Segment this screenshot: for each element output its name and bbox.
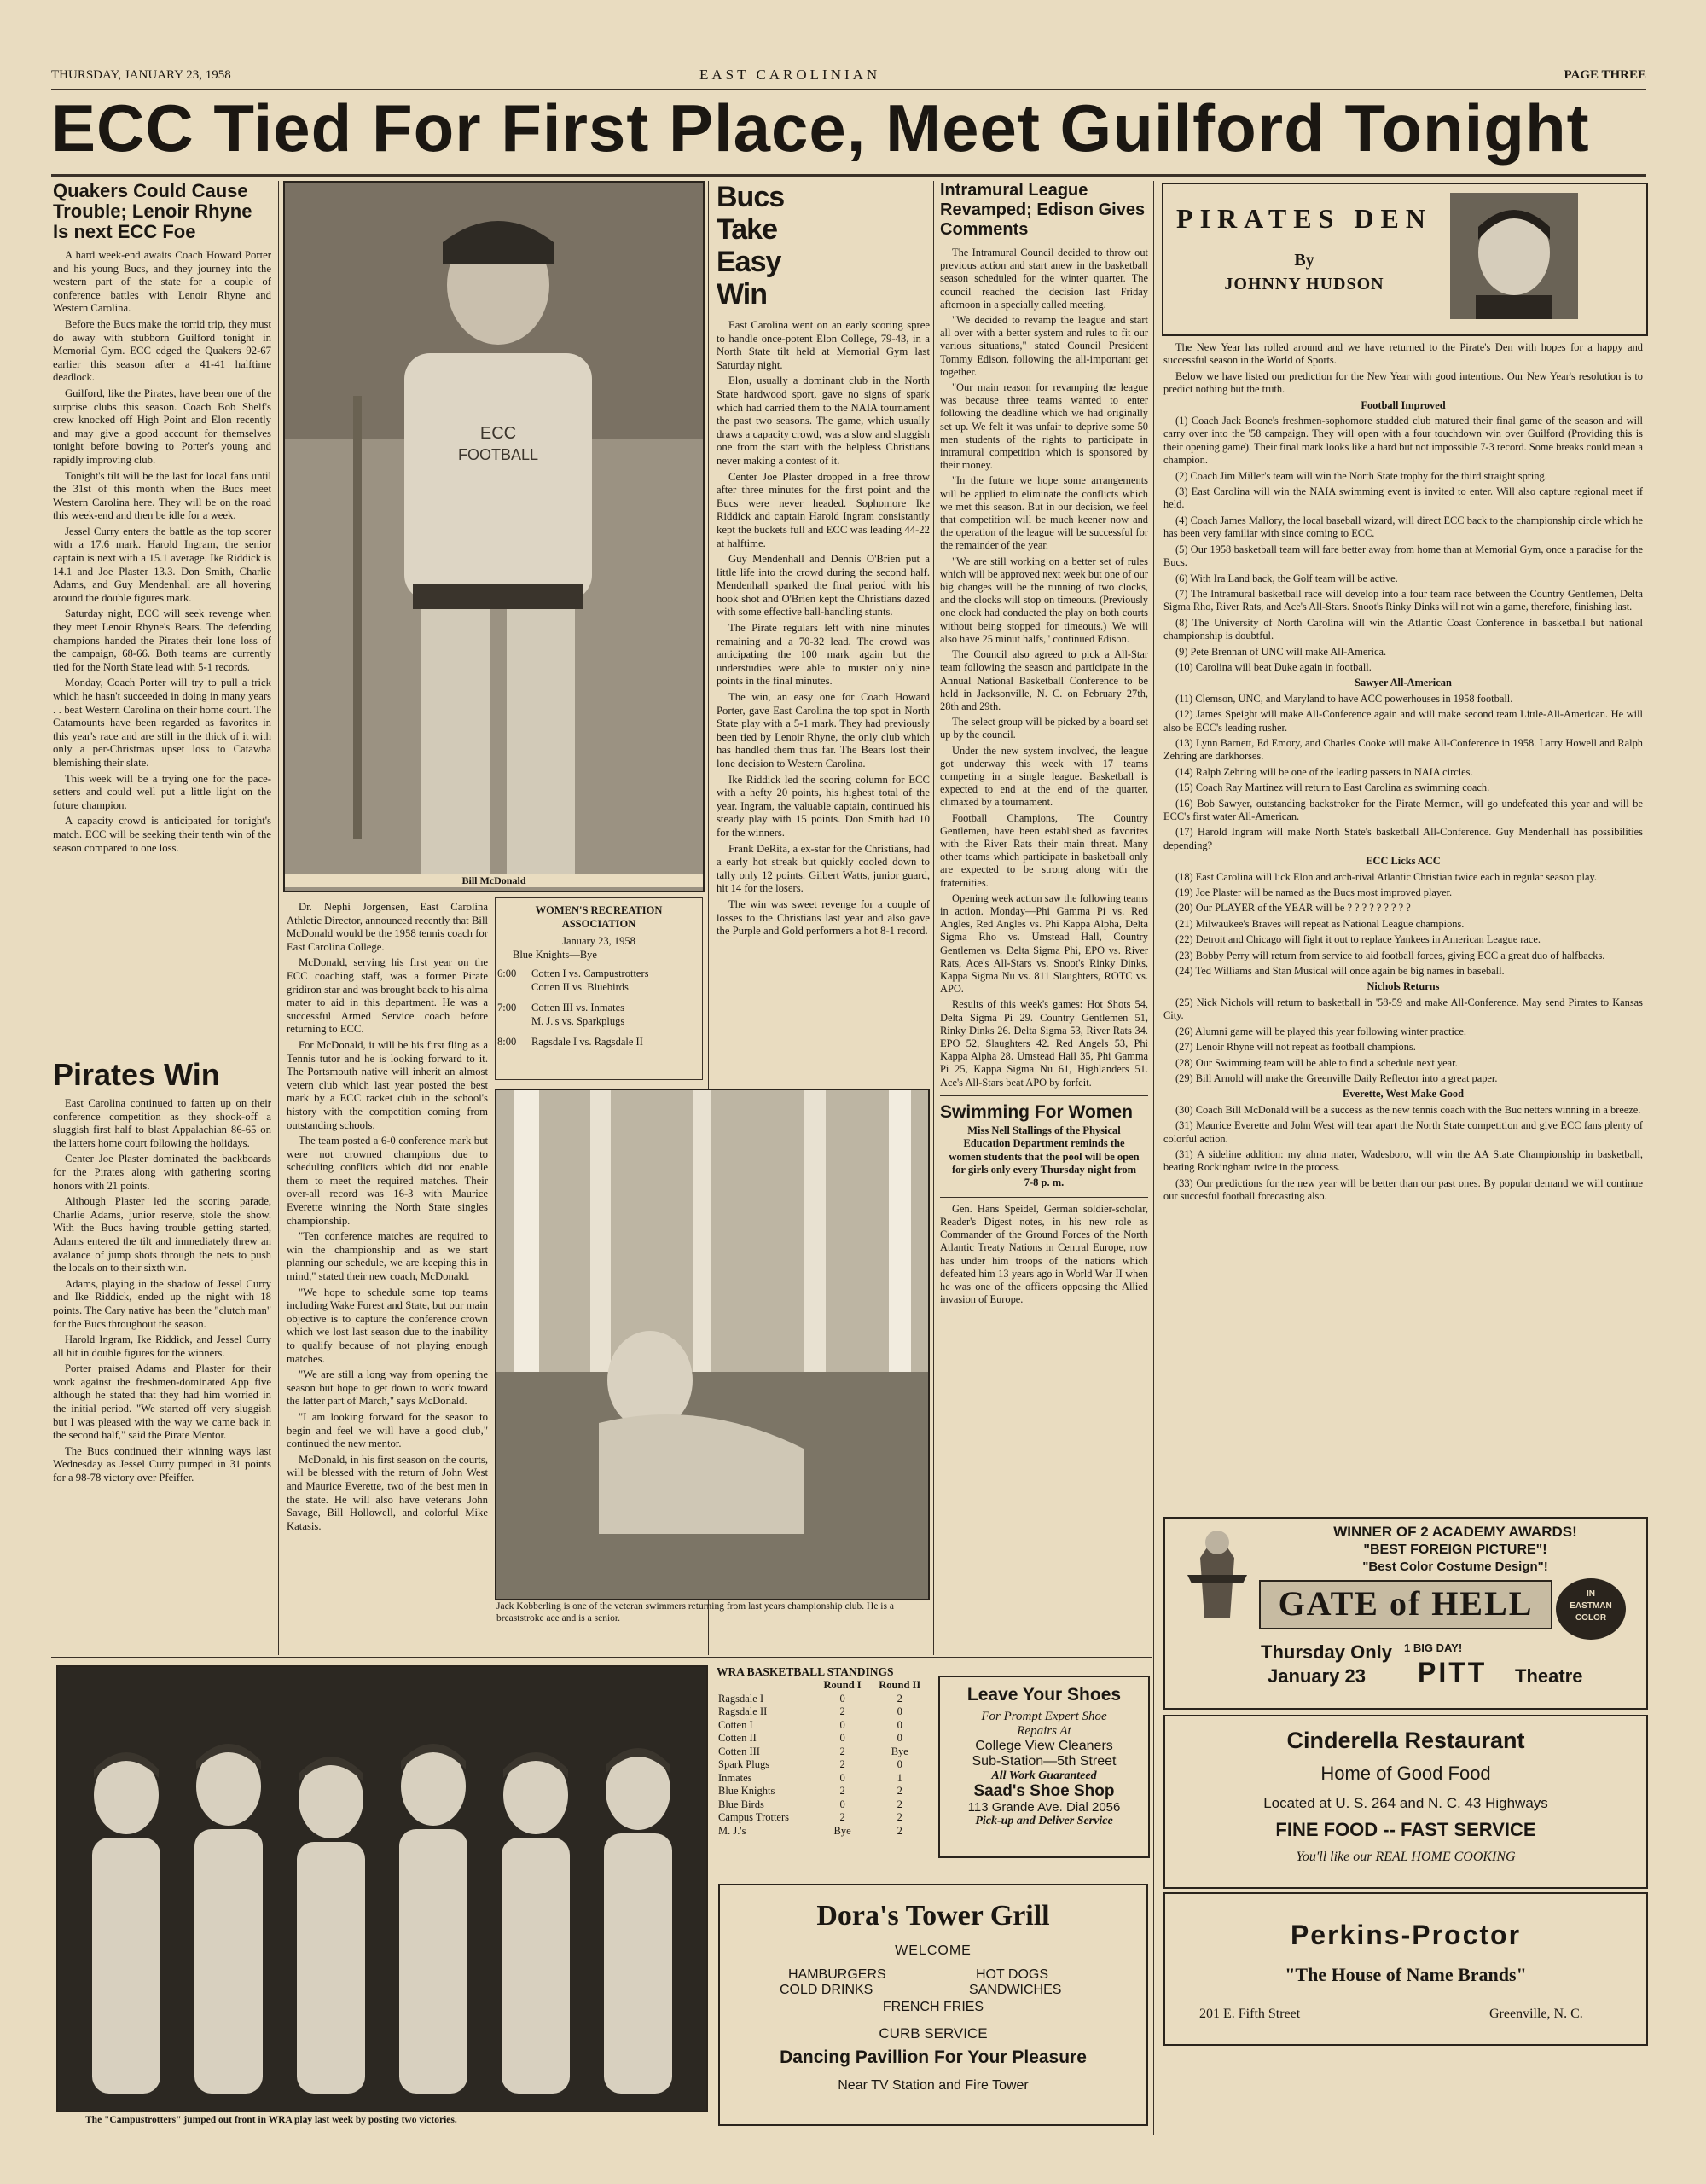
round1-cell: 2	[839, 1705, 845, 1717]
ad-theatre-label: Theatre	[1515, 1665, 1583, 1687]
round2-cell: 2	[897, 1798, 902, 1810]
team-cell: Cotten I	[718, 1718, 753, 1731]
wra-slot	[496, 1035, 702, 1048]
menu-item: COLD DRINKS	[780, 1983, 873, 1997]
table-row	[717, 1758, 930, 1772]
prediction: (18) East Carolina will lick Elon and arch-rival Atlantic Christian twice each in regular season play.	[1175, 870, 1597, 883]
cinderella-name: Cinderella Restaurant	[1286, 1728, 1525, 1753]
cinderella-cooking: You'll like our REAL HOME COOKING	[1296, 1850, 1516, 1864]
team-cell: Cotten III	[718, 1745, 760, 1757]
paragraph: Harold Ingram, Ike Riddick, and Jessel Curry all hit in double figures for the winners.	[53, 1333, 271, 1359]
den-by: By	[1294, 251, 1314, 270]
perkins-address: 201 E. Fifth Street	[1199, 2007, 1301, 2021]
table-row	[717, 1772, 930, 1786]
team-cell: Blue Birds	[718, 1798, 764, 1810]
prediction: (33) Our predictions for the new year will be better than our past ones. By popular demand we will continue our succesful football forecasting also.	[1163, 1176, 1643, 1203]
campustrotters-photo	[56, 1665, 708, 2112]
team-cell: Inmates	[718, 1771, 752, 1784]
wra-date: January 23, 1958	[562, 935, 635, 947]
table-row	[717, 1732, 930, 1745]
prediction: (1) Coach Jack Boone's freshmen-sophomore studded club matured their final game of the season and will carry over into the '58 campaign. They will open with a four touchdown win over Guilford (Providing this is their opening game). Their final mark looks like a hard but not impossible 7-3 record. Some breaks could mean a champion.	[1163, 415, 1643, 467]
paragraph: Center Joe Plaster dropped in a free throw after three minutes for the first point and the Bucs were never headed. Sophomore Ike Riddick and captain Harold Ingram consistantly kept the buckets full and ECC was leading 44-22 at halftime.	[717, 470, 930, 549]
wra-game: Cotten III vs. Inmates	[531, 1002, 625, 1014]
wra-game: Ragsdale I vs. Ragsdale II	[531, 1036, 643, 1048]
perkins-name: Perkins-Proctor	[1290, 1920, 1522, 1950]
paragraph: The win, an easy one for Coach Howard Porter, gave East Carolina the top spot in North State play with a 5-1 mark. They had previously been tied by Lenoir Rhyne, the only club which has handled them thus far. The Bears lost their lone decision to Western Carolina.	[717, 691, 930, 770]
round1-cell: 0	[839, 1771, 845, 1784]
svg-text:FOOTBALL: FOOTBALL	[457, 446, 539, 463]
cinderella-ad	[1163, 1715, 1648, 1889]
speidel-item	[940, 1203, 1148, 1307]
prediction: (2) Coach Jim Miller's team will win the North State trophy for the third straight spring.	[1175, 469, 1547, 482]
wra-time: 8:00	[497, 1036, 517, 1048]
paragraph: "Our main reason for revamping the league was because three teams wanted to enter following the deadline which we had originally set up. We felt it was unfair to deprive some 50 men students of the rights to participate in intramural competition which is sponsored by their money.	[940, 381, 1148, 472]
paragraph: Jessel Curry enters the battle as the top scorer with a 17.6 mark. Harold Ingram, the senior captain is next with a 15.1 average. Ike Riddick is 14.1 and Joe Plaster 13.3. Don Smith, Charlie Adams, and Guy Mendenhall are all hovering around the double figures mark.	[53, 525, 271, 604]
prediction: (9) Pete Brennan of UNC will make All-America.	[1175, 645, 1387, 658]
prediction: (21) Milwaukee's Braves will repeat as National League champions.	[1175, 917, 1465, 930]
prediction: (22) Detroit and Chicago will fight it out to replace Yankees in American League race.	[1175, 933, 1541, 946]
pirates-win-headline: Pirates Win	[53, 1057, 220, 1092]
paragraph: Porter praised Adams and Plaster for their work against the freshmen-dominated App five although he stated that they had him worried in the initial period. "We started off very sluggish but I was pleased with the way we came back in the second half," said the Pirate Mentor.	[53, 1362, 271, 1442]
den-subhead: Sawyer All-American	[1355, 677, 1452, 689]
intramural-headline: Intramural League Revamped; Edison Gives Comments	[940, 181, 1146, 239]
swimming-notice: Miss Nell Stallings of the Physical Education Department reminds the women students that the pool will be open for girls only every Thursday night from 7-8 p. m.	[949, 1124, 1140, 1189]
prediction: (27) Lenoir Rhyne will not repeat as football champions.	[1175, 1041, 1416, 1054]
doras-tower-grill-ad	[718, 1884, 1148, 2126]
ad-big-day: 1 BIG DAY!	[1404, 1641, 1463, 1654]
prediction: (28) Our Swimming team will be able to find a schedule next year.	[1175, 1056, 1458, 1069]
shoe-shop-ad	[938, 1676, 1150, 1858]
wra-slot	[496, 967, 702, 994]
wra-slot	[496, 1001, 702, 1028]
paragraph: Guy Mendenhall and Dennis O'Brien put a little life into the crowd during the second half. Mendenhall sparked the final period with his hook shot and O'Brien kept the Christians dazed with some effective ball-handling stunts.	[717, 553, 930, 619]
wra-standings	[717, 1665, 930, 1838]
paragraph: McDonald, in his first season on the courts, will be blessed with the return of John West and Maurice Everette, two of the best men in the state. He will also have veterans John Savage, Bill Hollowell, and colorful Mike Katasis.	[287, 1453, 488, 1532]
doras-location: Near TV Station and Fire Tower	[838, 2078, 1029, 2093]
prediction: (6) With Ira Land back, the Golf team will be active.	[1175, 572, 1398, 584]
shoe-line: Saad's Shoe Shop	[973, 1782, 1115, 1801]
header-cell: Round II	[879, 1679, 921, 1691]
round2-cell: 1	[897, 1771, 902, 1784]
ad-movie-title: GATE of HELL	[1259, 1580, 1552, 1629]
team-cell: M. J.'s	[718, 1824, 746, 1837]
pirates-win-article	[53, 1058, 271, 1488]
doras-welcome: WELCOME	[895, 1943, 972, 1958]
eastman-color-badge	[1556, 1578, 1626, 1640]
round1-cell: Bye	[833, 1824, 851, 1837]
prediction: (13) Lynn Barnett, Ed Emory, and Charles Cooke will make All-Conference in 1958. Larry Howell and Ralph Zehring are darkhorses.	[1163, 736, 1643, 763]
team-cell: Blue Knights	[718, 1785, 775, 1797]
table-row	[717, 1719, 930, 1733]
table-row	[717, 1798, 930, 1812]
den-subhead: Football Improved	[1361, 398, 1446, 411]
prediction: (10) Carolina will beat Duke again in football.	[1175, 660, 1372, 673]
team-cell: Cotten II	[718, 1732, 757, 1744]
quakers-article	[53, 181, 271, 857]
prediction: (31) A sideline addition: my alma mater, Wadesboro, will win the AA State Championship in basketball, beating Rockingham twice in the process.	[1163, 1147, 1643, 1174]
shoe-line: For Prompt Expert Shoe	[981, 1710, 1107, 1724]
round2-cell: 0	[897, 1718, 902, 1731]
paragraph: Monday, Coach Porter will try to pull a trick which he hasn't succeeded in doing in many years . . beat Western Carolina on their home court. The Catamounts have been regarded as favorites in this year's race and are still in the thick of it with only a per-Christmas upset loss to Catawba blemishing their slate.	[53, 677, 271, 769]
quakers-body	[53, 249, 271, 855]
paragraph: "We are still a long way from opening the season but hope to get down to work toward the latter part of March," says McDonald.	[287, 1368, 488, 1408]
shoe-line: 113 Grande Ave. Dial 2056	[967, 1799, 1121, 1815]
menu-item: FRENCH FRIES	[882, 2000, 984, 2014]
swimmer-caption: Jack Kobberling is one of the veteran swimmers returning from last years championship club. He is a breaststroke ace and is a senior.	[496, 1601, 894, 1623]
paragraph: "I am looking forward for the season to begin and feel we will have a good club," continued the new mentor.	[287, 1410, 488, 1450]
paragraph: The New Year has rolled around and we have returned to the Pirate's Den with hopes for a happy and successful season in the World of Sports.	[1163, 341, 1643, 367]
paragraph: Although Plaster led the scoring parade, Charlie Adams, junior reserve, stole the show. With the Bucs having trouble getting started, Adams entered the tilt and immediately threw an avalance of jump shots through the nets to push the locals on to their sixth win.	[53, 1195, 271, 1275]
wra-bye: Blue Knights—Bye	[513, 949, 597, 961]
doras-name: Dora's Tower Grill	[816, 1900, 1050, 1931]
author-portrait	[1450, 193, 1578, 319]
campustrotters-photo-art	[58, 1667, 706, 2111]
paragraph: A hard week-end awaits Coach Howard Porter and his young Bucs, and they journey into the western part of the state for a couple of conference battles with Lenoir Rhyne and Western Carolina.	[53, 249, 271, 315]
paragraph: The team posted a 6-0 conference mark but were not crowned champions due to scheduling conflicts which did not enable them to meet the required matches. Their over-all record was 16-3 with Maurice Everette winning the North State singles championship.	[287, 1135, 488, 1227]
prediction: (7) The Intramural basketball race will develop into a four team race between the Country Gentlemen, Delta Sigma Rho, River Rats, and Ace's All-Stars. Snoot's Rinky Dinks will not win a game, therefore, finishing last.	[1163, 587, 1643, 613]
paragraph: Ike Riddick led the scoring column for ECC with a hefty 20 points, his highest total of the year. Ingram, the valuable captain, continued his steady play with 15 points. Don Smith had 10 for the winners.	[717, 773, 930, 839]
prediction: (5) Our 1958 basketball team will fare better away from home than at Memorial Gym, once a paradise for the Bucs.	[1163, 543, 1643, 569]
gate-of-hell-ad	[1163, 1517, 1648, 1710]
svg-text:ECC: ECC	[479, 424, 517, 443]
den-title: PIRATES DEN	[1176, 203, 1432, 234]
round2-cell: 2	[897, 1785, 902, 1797]
pirates-den-column	[1163, 341, 1643, 1206]
paragraph: The Bucs continued their winning ways last Wednesday as Jessel Curry pumped in 31 points for a 98-78 victory over Pfeiffer.	[53, 1444, 271, 1484]
round2-cell: 0	[897, 1758, 902, 1770]
paragraph: East Carolina went on an early scoring spree to handle once-potent Elon College, 79-43, in a North State tilt held at Memorial Gym last Saturday night.	[717, 319, 930, 371]
paragraph: This week will be a trying one for the pace-setters and could well put a little light on the future champion.	[53, 772, 271, 811]
paragraph: "We decided to revamp the league and start all over with a better system and rules to fit our various situations," stated Council President Tommy Edison, following the all-important get together.	[940, 314, 1148, 378]
team-cell: Ragsdale II	[718, 1705, 768, 1717]
doras-curb: CURB SERVICE	[879, 2025, 988, 2042]
wra-game: Cotten I vs. Campustrotters	[531, 967, 649, 979]
paragraph: The win was sweet revenge for a couple of losses to the Christians last year and also gave the Purple and Gold performers a hot 8-1 record.	[717, 897, 930, 938]
table-row	[717, 1825, 930, 1838]
den-subhead: Everette, West Make Good	[1342, 1088, 1464, 1101]
paragraph: Before the Bucs make the torrid trip, they must do away with stubborn Guilford tonight in Memorial Gym. ECC edged the Quakers 92-67 earlier this season after a 41-41 halftime deadlock.	[53, 317, 271, 384]
cinderella-tagline: Home of Good Food	[1320, 1763, 1491, 1784]
prediction: (11) Clemson, UNC, and Maryland to have ACC powerhouses in 1958 football.	[1175, 692, 1513, 705]
shoe-line: Pick-up and Deliver Service	[975, 1814, 1113, 1827]
intramural-article	[940, 181, 1148, 1309]
swimmer-photo-art	[496, 1090, 928, 1599]
paragraph: Elon, usually a dominant club in the North State hardwood sport, gave no signs of spark which had carried them to the NAIA tournament the past two seasons. The game, which usually draws a capacity crowd, was a slow and sluggish one from the start with the helpless Christians never making a contest of it.	[717, 375, 930, 467]
paragraph: Tonight's tilt will be the last for local fans until the 31st of this month when the Bucs meet Western Carolina here. They will be on the road this week-end and then be idle for a week.	[53, 469, 271, 522]
paragraph: Gen. Hans Speidel, German soldier-scholar, Reader's Digest notes, in his new role as Commander of the Ground Forces of the North Atlantic Treaty Nations in Central Europe, now has under him troops of the nations which defeated him 13 years ago in World War II when he was one of the officers opposing the Allied invasion of Europe.	[940, 1202, 1148, 1306]
round2-cell: 2	[897, 1692, 902, 1705]
pirates-den-header	[1162, 183, 1648, 336]
round1-cell: 2	[839, 1745, 845, 1757]
prediction: (4) Coach James Mallory, the local baseball wizard, will direct ECC back to the championship circle which he has been very familiar with since coming to ECC.	[1163, 514, 1643, 540]
standings-header-row	[717, 1679, 930, 1693]
paragraph: A capacity crowd is anticipated for tonight's match. ECC will be seeking their tenth win of the season compared to one loss.	[53, 815, 271, 854]
den-author: JOHNNY HUDSON	[1224, 275, 1384, 293]
round1-cell: 0	[839, 1798, 845, 1810]
round1-cell: 0	[839, 1718, 845, 1731]
round1-cell: 2	[839, 1785, 845, 1797]
round2-cell: 2	[897, 1824, 902, 1837]
ad-award-1: "BEST FOREIGN PICTURE"!	[1363, 1542, 1547, 1557]
shoe-line: Repairs At	[1017, 1724, 1071, 1739]
paragraph: Adams, playing in the shadow of Jessel Curry and Ike Riddick, ended up the night with 18 points. The Cary native has been the "clutch man" for the Bucs throughout the season.	[53, 1277, 271, 1330]
cinderella-slogan: FINE FOOD -- FAST SERVICE	[1275, 1819, 1536, 1840]
paragraph: "Ten conference matches are required to win the championship and as we start planning our schedule, we are keeping this in mind," stated their new coach, McDonald.	[287, 1230, 488, 1283]
paragraph: Opening week action saw the following teams in action. Monday—Phi Gamma Pi vs. Red Angles, Red Angles vs. Phi Kappa Alpha, Delta Sigma Rho vs. Umstead Hall, Country Gentlemen vs. Delta Sigma Phi, EPO vs. River Rats, Ace's All-Stars vs. Snoot's Rinky Dinks, Kappa Sigma Nu vs. 811 Slaughters, ROTC vs. APO.	[940, 892, 1148, 996]
bucs-headline: Bucs Take Easy Win	[717, 181, 785, 311]
round2-cell: 0	[897, 1732, 902, 1744]
ad-showing-date: January 23	[1268, 1665, 1366, 1687]
masthead	[51, 65, 1655, 89]
paragraph: The Council also agreed to pick a All-Star team following the season and participate in the Annual National Basketball Conference to be held in Jacksonville, N. C. on February 27th, 28th and 29th.	[940, 648, 1148, 712]
prediction: (8) The University of North Carolina will win the Atlantic Coast Conference in basketball but national championship is doubtful.	[1163, 616, 1643, 642]
prediction: (31) Maurice Everette and John West will tear apart the North State competition and give ECC fans plenty of colorful action.	[1163, 1119, 1643, 1145]
badge-line: IN	[1587, 1589, 1595, 1599]
prediction: (23) Bobby Perry will return from service to aid football forces, giving ECC a great duo of halfbacks.	[1175, 949, 1605, 961]
wra-title-2: ASSOCIATION	[561, 918, 636, 930]
pirates-win-body	[53, 1097, 271, 1485]
wra-game: Cotten II vs. Bluebirds	[531, 981, 629, 993]
issue-date: THURSDAY, JANUARY 23, 1958	[51, 68, 231, 82]
ad-showing-day: Thursday Only	[1261, 1641, 1393, 1663]
swimmer-photo	[495, 1089, 930, 1600]
mcdonald-caption: Bill McDonald	[285, 874, 703, 887]
prediction: (17) Harold Ingram will make North State's basketball All-Conference. Guy Mendenhall has possibilities depending?	[1163, 826, 1643, 851]
mcdonald-photo	[283, 181, 705, 892]
table-row	[717, 1785, 930, 1798]
cinderella-location: Located at U. S. 264 and N. C. 43 Highways	[1263, 1795, 1548, 1811]
header-cell	[717, 1679, 815, 1693]
quakers-headline: Quakers Could Cause Trouble; Lenoir Rhyne Is next ECC Foe	[53, 180, 252, 242]
ad-award-2: "Best Color Costume Design"!	[1362, 1560, 1548, 1574]
prediction: (12) James Speight will make All-Conference again and will make second team Little-All-American. He will also be ECC's leading rusher.	[1163, 708, 1643, 734]
prediction: (25) Nick Nichols will return to basketball in '58-59 and make All-Conference. May send Pirates to Kansas City.	[1163, 996, 1643, 1022]
paragraph: Football Champions, The Country Gentlemen, have been established as favorites with the River Rats their main threat. Many other teams which participate in basketball only are expected to be strong along with the fraternities.	[940, 811, 1148, 889]
paragraph: Guilford, like the Pirates, have been one of the surprise clubs this season. Coach Bob Shelf's crew knocked off High Point and Elon recently and may give a good account for themselves tonight before bowing to Porter's young and rapidly improving club.	[53, 386, 271, 466]
prediction: (3) East Carolina will win the NAIA swimming event is invited to enter. Will also capture regional meet if held.	[1163, 485, 1643, 511]
wra-time: 6:00	[497, 967, 517, 979]
table-row	[717, 1705, 930, 1719]
badge-line: EASTMAN	[1570, 1601, 1612, 1611]
wra-game: M. J.'s vs. Sparkplugs	[531, 1015, 625, 1027]
round1-cell: 0	[839, 1732, 845, 1744]
paragraph: "In the future we hope some arrangements will be applied to eliminate the conflicts which we met this season. But in our decision, we feel that competition will be much keener now and the operation of the league will be successful for the remainder of the year.	[940, 474, 1148, 552]
author-portrait-art	[1450, 193, 1578, 319]
menu-item: HOT DOGS	[976, 1967, 1049, 1982]
prediction: (24) Ted Williams and Stan Musical will once again be big names in baseball.	[1175, 965, 1505, 978]
mcdonald-article	[287, 901, 488, 1536]
wra-time: 7:00	[497, 1002, 517, 1014]
den-subhead: Nichols Returns	[1367, 980, 1440, 993]
paragraph: Center Joe Plaster dominated the backboards for the Pirates along with gathering scoring honors with 21 points.	[53, 1153, 271, 1192]
shoe-line: All Work Guaranteed	[991, 1769, 1097, 1783]
perkins-tagline: "The House of Name Brands"	[1285, 1964, 1527, 1985]
den-subhead: ECC Licks ACC	[1366, 855, 1441, 868]
campustrotters-caption: The "Campustrotters" jumped out front in WRA play last week by posting two victories.	[85, 2115, 457, 2125]
bucs-article	[717, 181, 930, 941]
menu-item: HAMBURGERS	[788, 1967, 886, 1982]
banner-headline: ECC Tied For First Place, Meet Guilford Tonight	[51, 90, 1590, 166]
round2-cell: Bye	[891, 1745, 908, 1757]
round2-cell: 0	[897, 1705, 902, 1717]
round1-cell: 2	[839, 1811, 845, 1823]
perkins-city: Greenville, N. C.	[1489, 2007, 1583, 2021]
paragraph: The Pirate regulars left with nine minutes remaining and a 70-32 lead. The crowd was anticipating the 100 mark again but the understudies were able to muster only nine points in the final minutes.	[717, 622, 930, 688]
team-cell: Spark Plugs	[718, 1758, 770, 1770]
paragraph: Results of this week's games: Hot Shots 54, Delta Sigma Pi 29. Country Gentlemen 51, Rinky Dinks 26. Delta Sigma 53, River Rats 34. EPO 52, Slaughters 42. Red Angels 53, Phi Kappa Alpha 28. Umstead Hall 35, Phi Gamma Pi 25, Kappa Sigma Nu 61, Highlanders 51. Ace's All-Stars beat APO by forfeit.	[940, 998, 1148, 1089]
round2-cell: 2	[897, 1811, 902, 1823]
paragraph: East Carolina continued to fatten up on their conference competition as they shook-off a sluggish first half to blast Appalachian 86-65 on the latters home court following the holidays.	[53, 1097, 271, 1149]
standings-title: WRA BASKETBALL STANDINGS	[717, 1665, 894, 1678]
paragraph: Below we have listed our prediction for the New Year with good intentions. Our New Year's resolution is to predict nothing but the truth.	[1163, 369, 1643, 396]
shoe-line: College View Cleaners	[975, 1739, 1113, 1754]
prediction: (30) Coach Bill McDonald will be a success as the new tennis coach with the Buc netters winning in a breeze.	[1175, 1103, 1641, 1116]
prediction: (15) Coach Ray Martinez will return to East Carolina as swimming coach.	[1175, 781, 1490, 794]
table-row	[717, 1811, 930, 1825]
round1-cell: 0	[839, 1692, 845, 1705]
bucs-body	[717, 319, 930, 938]
ad-theatre-name: PITT	[1418, 1657, 1488, 1687]
prediction: (20) Our PLAYER of the YEAR will be ? ? ? ? ? ? ? ? ?	[1175, 902, 1411, 915]
swimming-headline: Swimming For Women	[940, 1101, 1133, 1122]
page-number: PAGE THREE	[1564, 68, 1646, 82]
perkins-proctor-ad	[1163, 1892, 1648, 2046]
table-row	[717, 1745, 930, 1759]
paragraph: "We are still working on a better set of rules which will be approved next week but one of our big changes will be the running of two clocks, and the clocks will stop on timeouts. (Previously one clock had conducted the play on both courts without being stopped for timeouts.) We will also have 25 minut halfs," continued Edison.	[940, 555, 1148, 645]
prediction: (14) Ralph Zehring will be one of the leading passers in NAIA circles.	[1175, 765, 1473, 778]
menu-item: SANDWICHES	[969, 1983, 1062, 1997]
paragraph: McDonald, serving his first year on the ECC coaching staff, was a former Pirate gridiron star and was brought back to his alma mater to aid in this department. He was a successful Armed Service coach before returning to ECC.	[287, 956, 488, 1036]
standings-table	[717, 1679, 930, 1838]
ad-awards: WINNER OF 2 ACADEMY AWARDS!	[1333, 1524, 1577, 1540]
paper-name: EAST CAROLINIAN	[699, 67, 881, 83]
paragraph: Saturday night, ECC will seek revenge when they meet Lenoir Rhyne's Bears. The defending champions handed the Pirates their lone loss of the campaign, 68-66. Both teams are currently tied for the North State lead with 5-1 records.	[53, 607, 271, 673]
team-cell: Campus Trotters	[718, 1811, 790, 1823]
mcdonald-photo-art	[285, 183, 703, 891]
paragraph: The Intramural Council decided to throw out previous action and start anew in the basketball season scheduled for the winter quarter. The council reached the decision last Friday afternoon in a specially called meeting.	[940, 247, 1148, 311]
paragraph: For McDonald, it will be his first fling as a Tennis tutor and he is looking forward to it. The Portsmouth native will inherit an almost vetern club which last year posted the best mark by a ECC racket club in the school's history with the competition coming from outstanding schools.	[287, 1038, 488, 1131]
wra-title: WOMEN'S RECREATION	[535, 904, 663, 916]
header-cell: Round I	[823, 1679, 862, 1691]
paragraph: Under the new system involved, the league got underway this week with 17 teams competing in a single league. Basketball is expected to end at the end of the quarter, climaxed by a tournament.	[940, 744, 1148, 809]
paragraph: Frank DeRita, a ex-star for the Christians, had a early hot streak but quickly cooled down to tally only 12 points. Gilbert Watts, junior guard, hit 14 for the losers.	[717, 842, 930, 895]
round1-cell: 2	[839, 1758, 845, 1770]
warrior-illustration	[1170, 1524, 1264, 1626]
paragraph: "We hope to schedule some top teams including Wake Forest and State, but our main objective is to capture the conference crown which we lost last season due to the inability to qualify because of not playing enough matches.	[287, 1286, 488, 1365]
warrior-art	[1170, 1524, 1264, 1626]
intramural-body	[940, 247, 1148, 1089]
prediction: (16) Bob Sawyer, outstanding backstroker for the Pirate Mermen, will go undefeated this year and will be ECC's first water All-American.	[1163, 797, 1643, 822]
paragraph: The select group will be picked by a board set up by the council.	[940, 716, 1148, 741]
badge-line: COLOR	[1575, 1613, 1607, 1623]
shoe-title: Leave Your Shoes	[966, 1685, 1122, 1705]
team-cell: Ragsdale I	[718, 1692, 764, 1705]
prediction: (29) Bill Arnold will make the Greenville Daily Reflector into a great paper.	[1175, 1072, 1498, 1084]
prediction: (19) Joe Plaster will be named as the Bucs most improved player.	[1175, 886, 1453, 899]
paragraph: Dr. Nephi Jorgensen, East Carolina Athletic Director, announced recently that Bill McDonald would be the 1958 tennis coach for East Carolina College.	[287, 901, 488, 953]
prediction: (26) Alumni game will be played this year following winter practice.	[1175, 1025, 1466, 1037]
doras-dance: Dancing Pavillion For Your Pleasure	[780, 2048, 1087, 2067]
wra-schedule	[495, 897, 703, 1080]
table-row	[717, 1693, 930, 1706]
shoe-line: Sub-Station—5th Street	[972, 1754, 1117, 1769]
